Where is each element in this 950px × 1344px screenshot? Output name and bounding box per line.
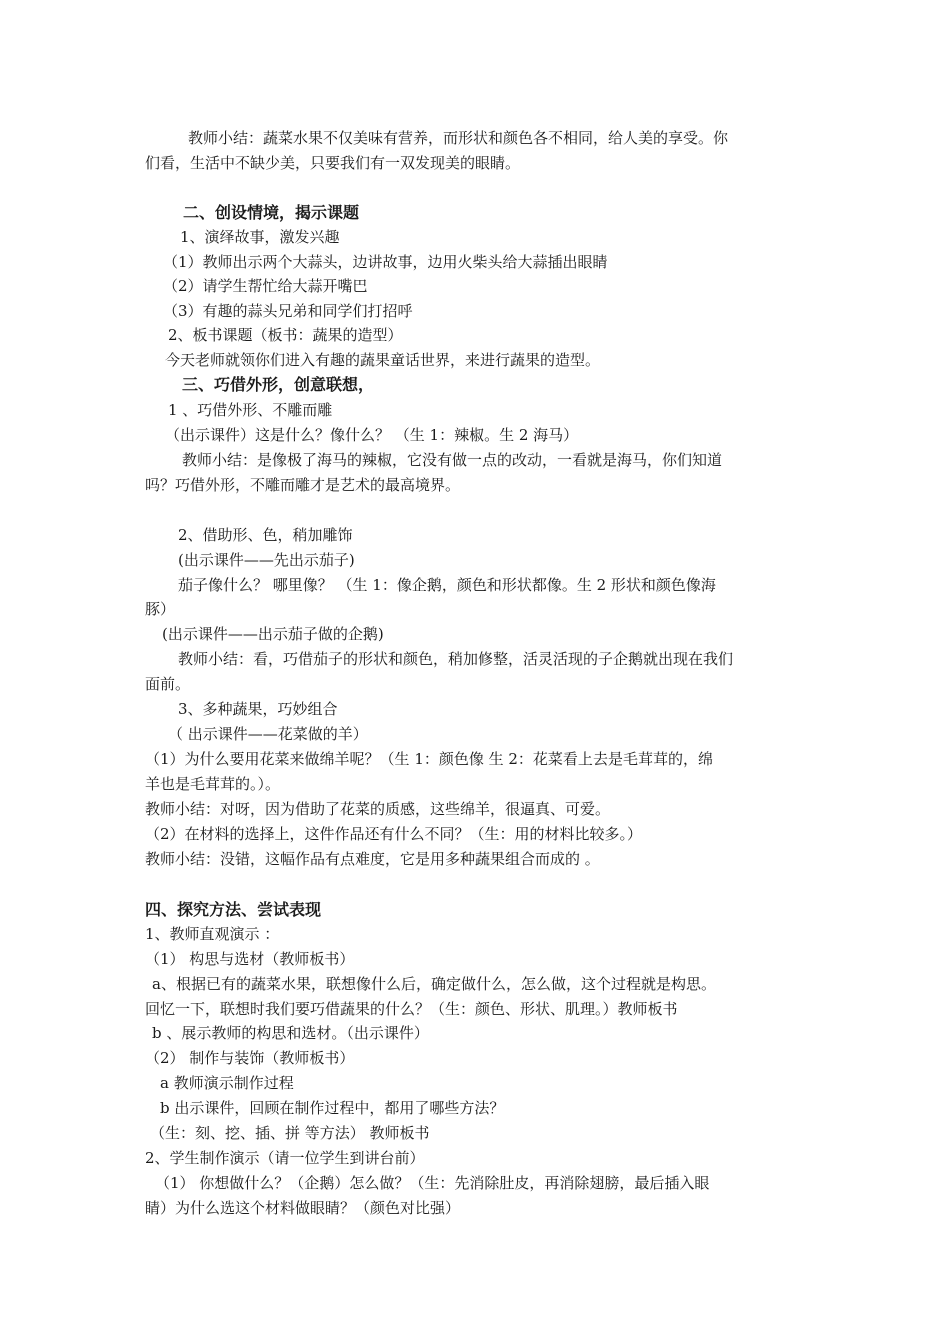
paragraph-line: 教师小结：没错，这幅作品有点难度，它是用多种蔬果组合而成的 。: [145, 850, 600, 868]
paragraph-line: 1、演绎故事，激发兴趣: [180, 228, 340, 246]
paragraph-line: （2）在材料的选择上，这件作品还有什么不同？（生：用的材料比较多。）: [145, 825, 643, 843]
paragraph-line: 教师小结：对呀，因为借助了花菜的质感，这些绵羊，很逼真、可爱。: [145, 800, 611, 818]
section-heading: 二、创设情境，揭示课题: [183, 203, 360, 222]
paragraph-line: 面前。: [145, 675, 191, 693]
paragraph-line: （1） 构思与选材（教师板书）: [145, 950, 355, 968]
paragraph-line: 1 、巧借外形、不雕而雕: [168, 401, 333, 419]
paragraph-line: （出示课件）这是什么？像什么？ （生 1：辣椒。生 2 海马）: [165, 426, 579, 444]
paragraph-line: （2） 制作与装饰（教师板书）: [145, 1049, 355, 1067]
paragraph-line: 教师小结：蔬菜水果不仅美味有营养，而形状和颜色各不相同，给人美的享受。你: [188, 129, 729, 147]
paragraph-line: (出示课件——出示茄子做的企鹅): [162, 625, 384, 643]
paragraph-line: (出示课件——先出示茄子): [178, 551, 355, 569]
paragraph-line: 1、教师直观演示 ：: [145, 925, 280, 943]
paragraph-line: 吗？巧借外形，不雕而雕才是艺术的最高境界。: [145, 476, 461, 494]
section-heading: 三、巧借外形，创意联想，: [182, 375, 375, 394]
paragraph-line: 们看，生活中不缺少美，只要我们有一双发现美的眼睛。: [145, 154, 521, 172]
paragraph-line: 睛）为什么选这个材料做眼睛？（颜色对比强）: [145, 1199, 461, 1217]
paragraph-line: 羊也是毛茸茸的。）。: [145, 775, 281, 793]
paragraph-line: 2、板书课题（板书：蔬果的造型）: [168, 326, 403, 344]
paragraph-line: 2、学生制作演示（请一位学生到讲台前）: [145, 1149, 425, 1167]
paragraph-line: 豚）: [145, 600, 176, 618]
paragraph-line: （1） 你想做什么？（企鹅）怎么做？（生：先消除肚皮，再消除翅膀，最后插入眼: [155, 1174, 710, 1192]
paragraph-line: a、根据已有的蔬菜水果，联想像什么后，确定做什么，怎么做，这个过程就是构思。: [152, 975, 716, 993]
paragraph-line: （1）为什么要用花菜来做绵羊呢？（生 1：颜色像 生 2：花菜看上去是毛茸茸的，绵: [145, 750, 713, 768]
paragraph-line: （ 出示课件——花菜做的羊）: [168, 725, 368, 743]
paragraph-line: （3）有趣的蒜头兄弟和同学们打招呼: [163, 302, 413, 320]
paragraph-line: 3、多种蔬果，巧妙组合: [178, 700, 338, 718]
paragraph-line: b 出示课件，回顾在制作过程中，都用了哪些方法？: [160, 1099, 505, 1117]
section-heading: 四、探究方法、尝试表现: [145, 900, 322, 919]
paragraph-line: 教师小结：是像极了海马的辣椒，它没有做一点的改动，一看就是海马，你们知道: [182, 451, 723, 469]
paragraph-line: 教师小结：看，巧借茄子的形状和颜色，稍加修整，活灵活现的子企鹅就出现在我们: [178, 650, 734, 668]
paragraph-line: b 、展示教师的构思和选材。（出示课件）: [152, 1024, 429, 1042]
paragraph-line: （1）教师出示两个大蒜头，边讲故事，边用火柴头给大蒜插出眼睛: [163, 253, 608, 271]
paragraph-line: （生：刻、挖、插、拼 等方法） 教师板书: [150, 1124, 430, 1142]
paragraph-line: 2、借助形、色，稍加雕饰: [178, 526, 353, 544]
paragraph-line: （2）请学生帮忙给大蒜开嘴巴: [163, 277, 368, 295]
paragraph-line: 今天老师就领你们进入有趣的蔬果童话世界，来进行蔬果的造型。: [165, 351, 601, 369]
paragraph-line: a 教师演示制作过程: [160, 1074, 294, 1092]
paragraph-line: 茄子像什么？ 哪里像？ （生 1：像企鹅，颜色和形状都像。生 2 形状和颜色像海: [178, 576, 716, 594]
paragraph-line: 回忆一下，联想时我们要巧借蔬果的什么？（生：颜色、形状、肌理。）教师板书: [145, 1000, 678, 1018]
